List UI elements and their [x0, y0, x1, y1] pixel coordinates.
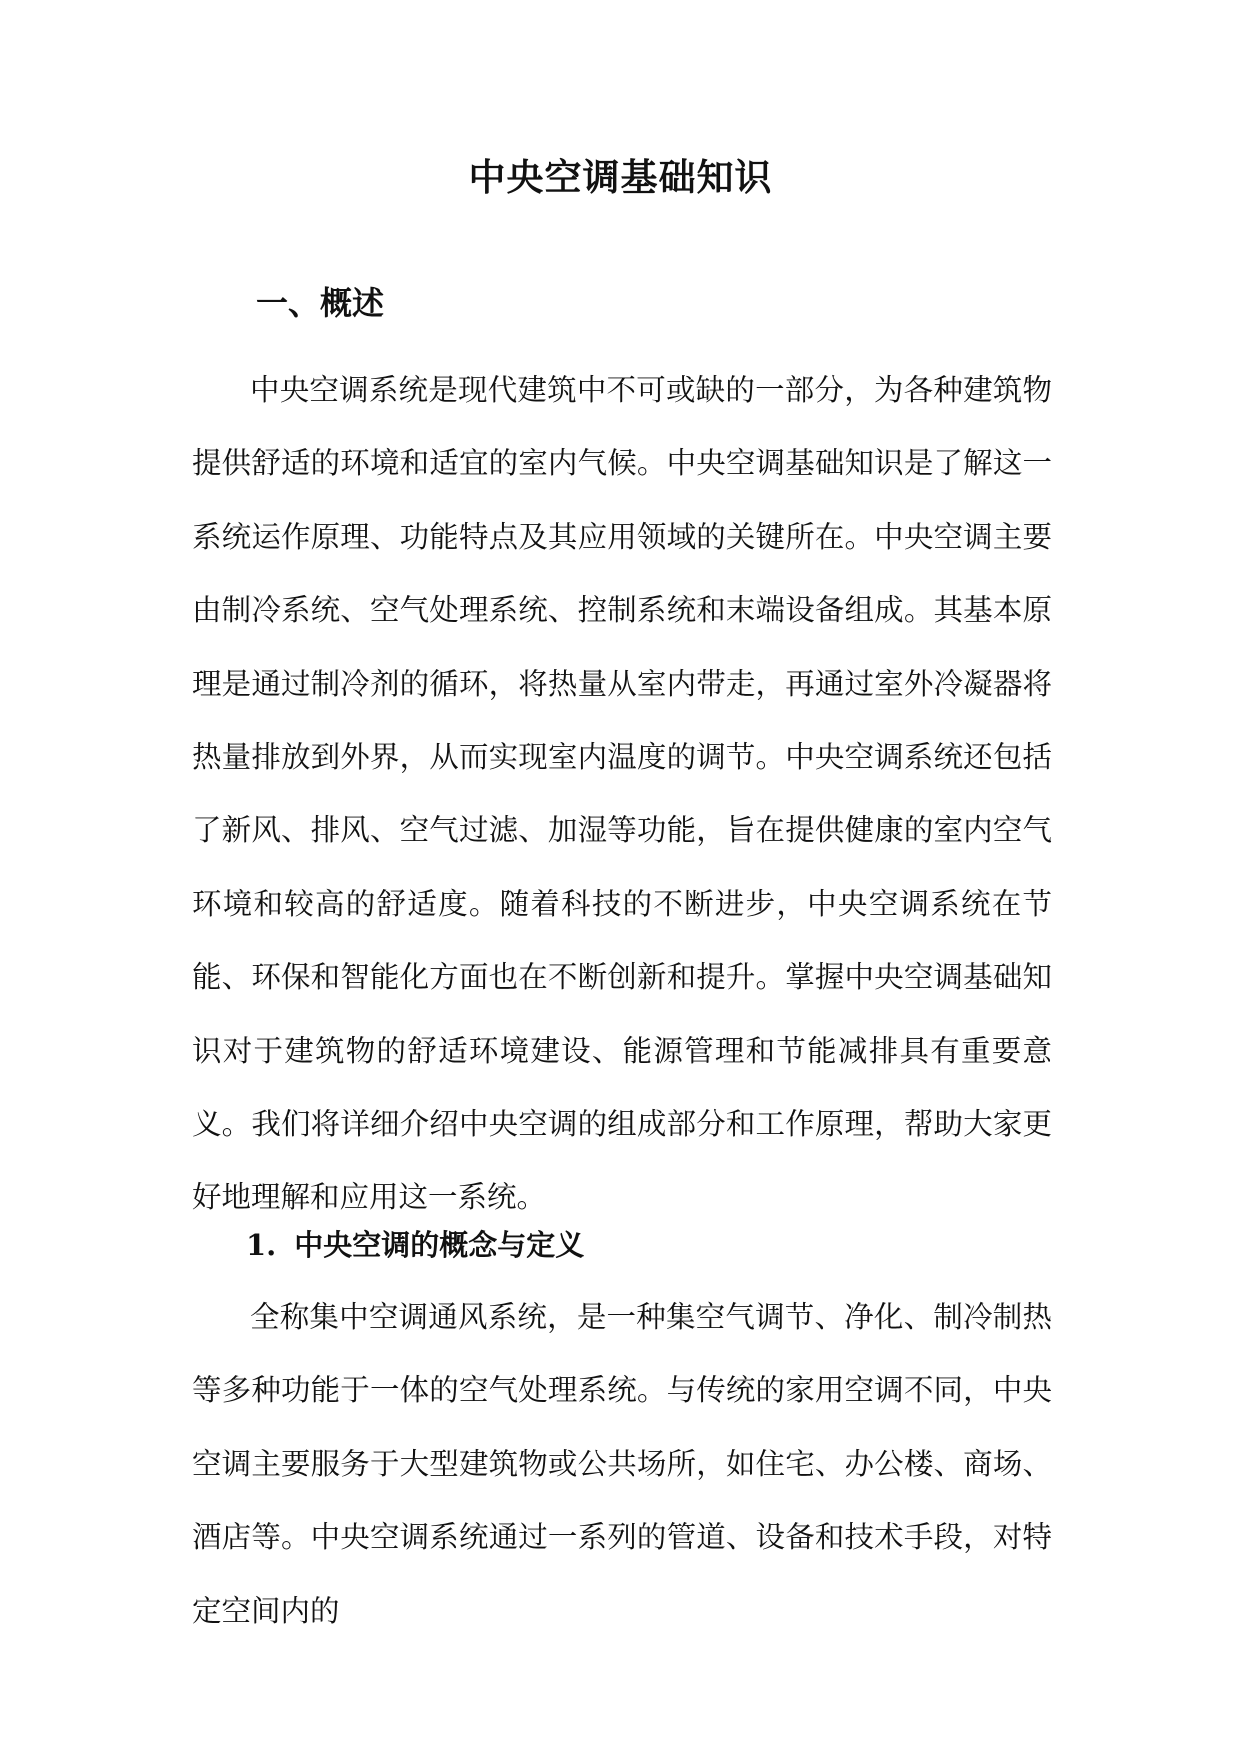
section-heading-overview: 一、概述: [256, 284, 385, 322]
subsection-heading: [246, 1222, 584, 1268]
overview-paragraph: 中央空调系统是现代建筑中不可或缺的一部分，为各种建筑物提供舒适的环境和适宜的室内气候。中央空调基础知识是了解这一系统运作原理、功能特点及其应用领域的关键所在。中央空调主要由制冷系统、空气处理系统、控制系统和末端设备组成。其基本原理是通过制冷剂的循环，将热量从室内带走，再通过室外冷凝器将热量排放到外界，从而实现室内温度的调节。中央空调系统还包括了新风、排风、空气过滤、加湿等功能，旨在提供健康的室内空气环境和较高的舒适度。随着科技的不断进步，中央空调系统在节能、环保和智能化方面也在不断创新和提升。掌握中央空调基础知识对于建筑物的舒适环境建设、能源管理和节能减排具有重要意义。我们将详细介绍中央空调的组成部分和工作原理，帮助大家更好地理解和应用这一系统。: [192, 373, 1052, 1215]
subsection-number: 1.: [246, 1228, 277, 1262]
definition-paragraph: 全称集中空调通风系统，是一种集空气调节、净化、制冷制热等多种功能于一体的空气处理系统。与传统的家用空调不同，中央空调主要服务于大型建筑物或公共场所，如住宅、办公楼、商场、酒店等。中央空调系统通过一系列的管道、设备和技术手段，对特定空间内的: [192, 1300, 1052, 1628]
document-title: 中央空调基础知识: [468, 155, 773, 199]
subsection-heading-text: 中央空调的概念与定义: [294, 1228, 585, 1262]
